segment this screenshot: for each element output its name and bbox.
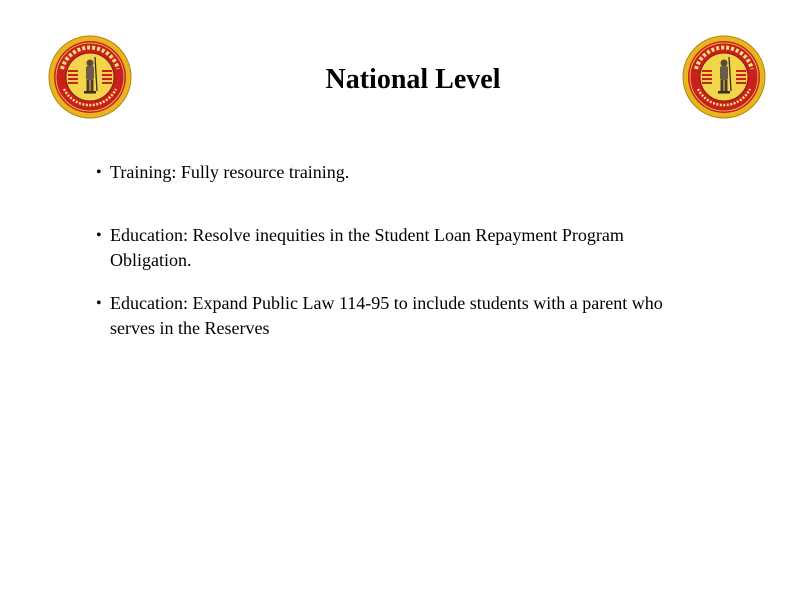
bullet-text: Education: Expand Public Law 114-95 to include students with a parent who serves in the Reserves (110, 293, 663, 338)
bullet-dot: • (96, 227, 102, 244)
slide-title: National Level (325, 64, 501, 95)
bullet-dot: • (96, 295, 102, 312)
bullet-text: Training: Fully resource training. (110, 162, 350, 182)
bullet-dot: • (96, 164, 102, 181)
bullet-text: Education: Resolve inequities in the Student Loan Repayment Program Obligation. (110, 225, 624, 270)
bullet-item (96, 291, 690, 341)
bullet-item (96, 223, 690, 273)
bullet-item (96, 160, 690, 185)
